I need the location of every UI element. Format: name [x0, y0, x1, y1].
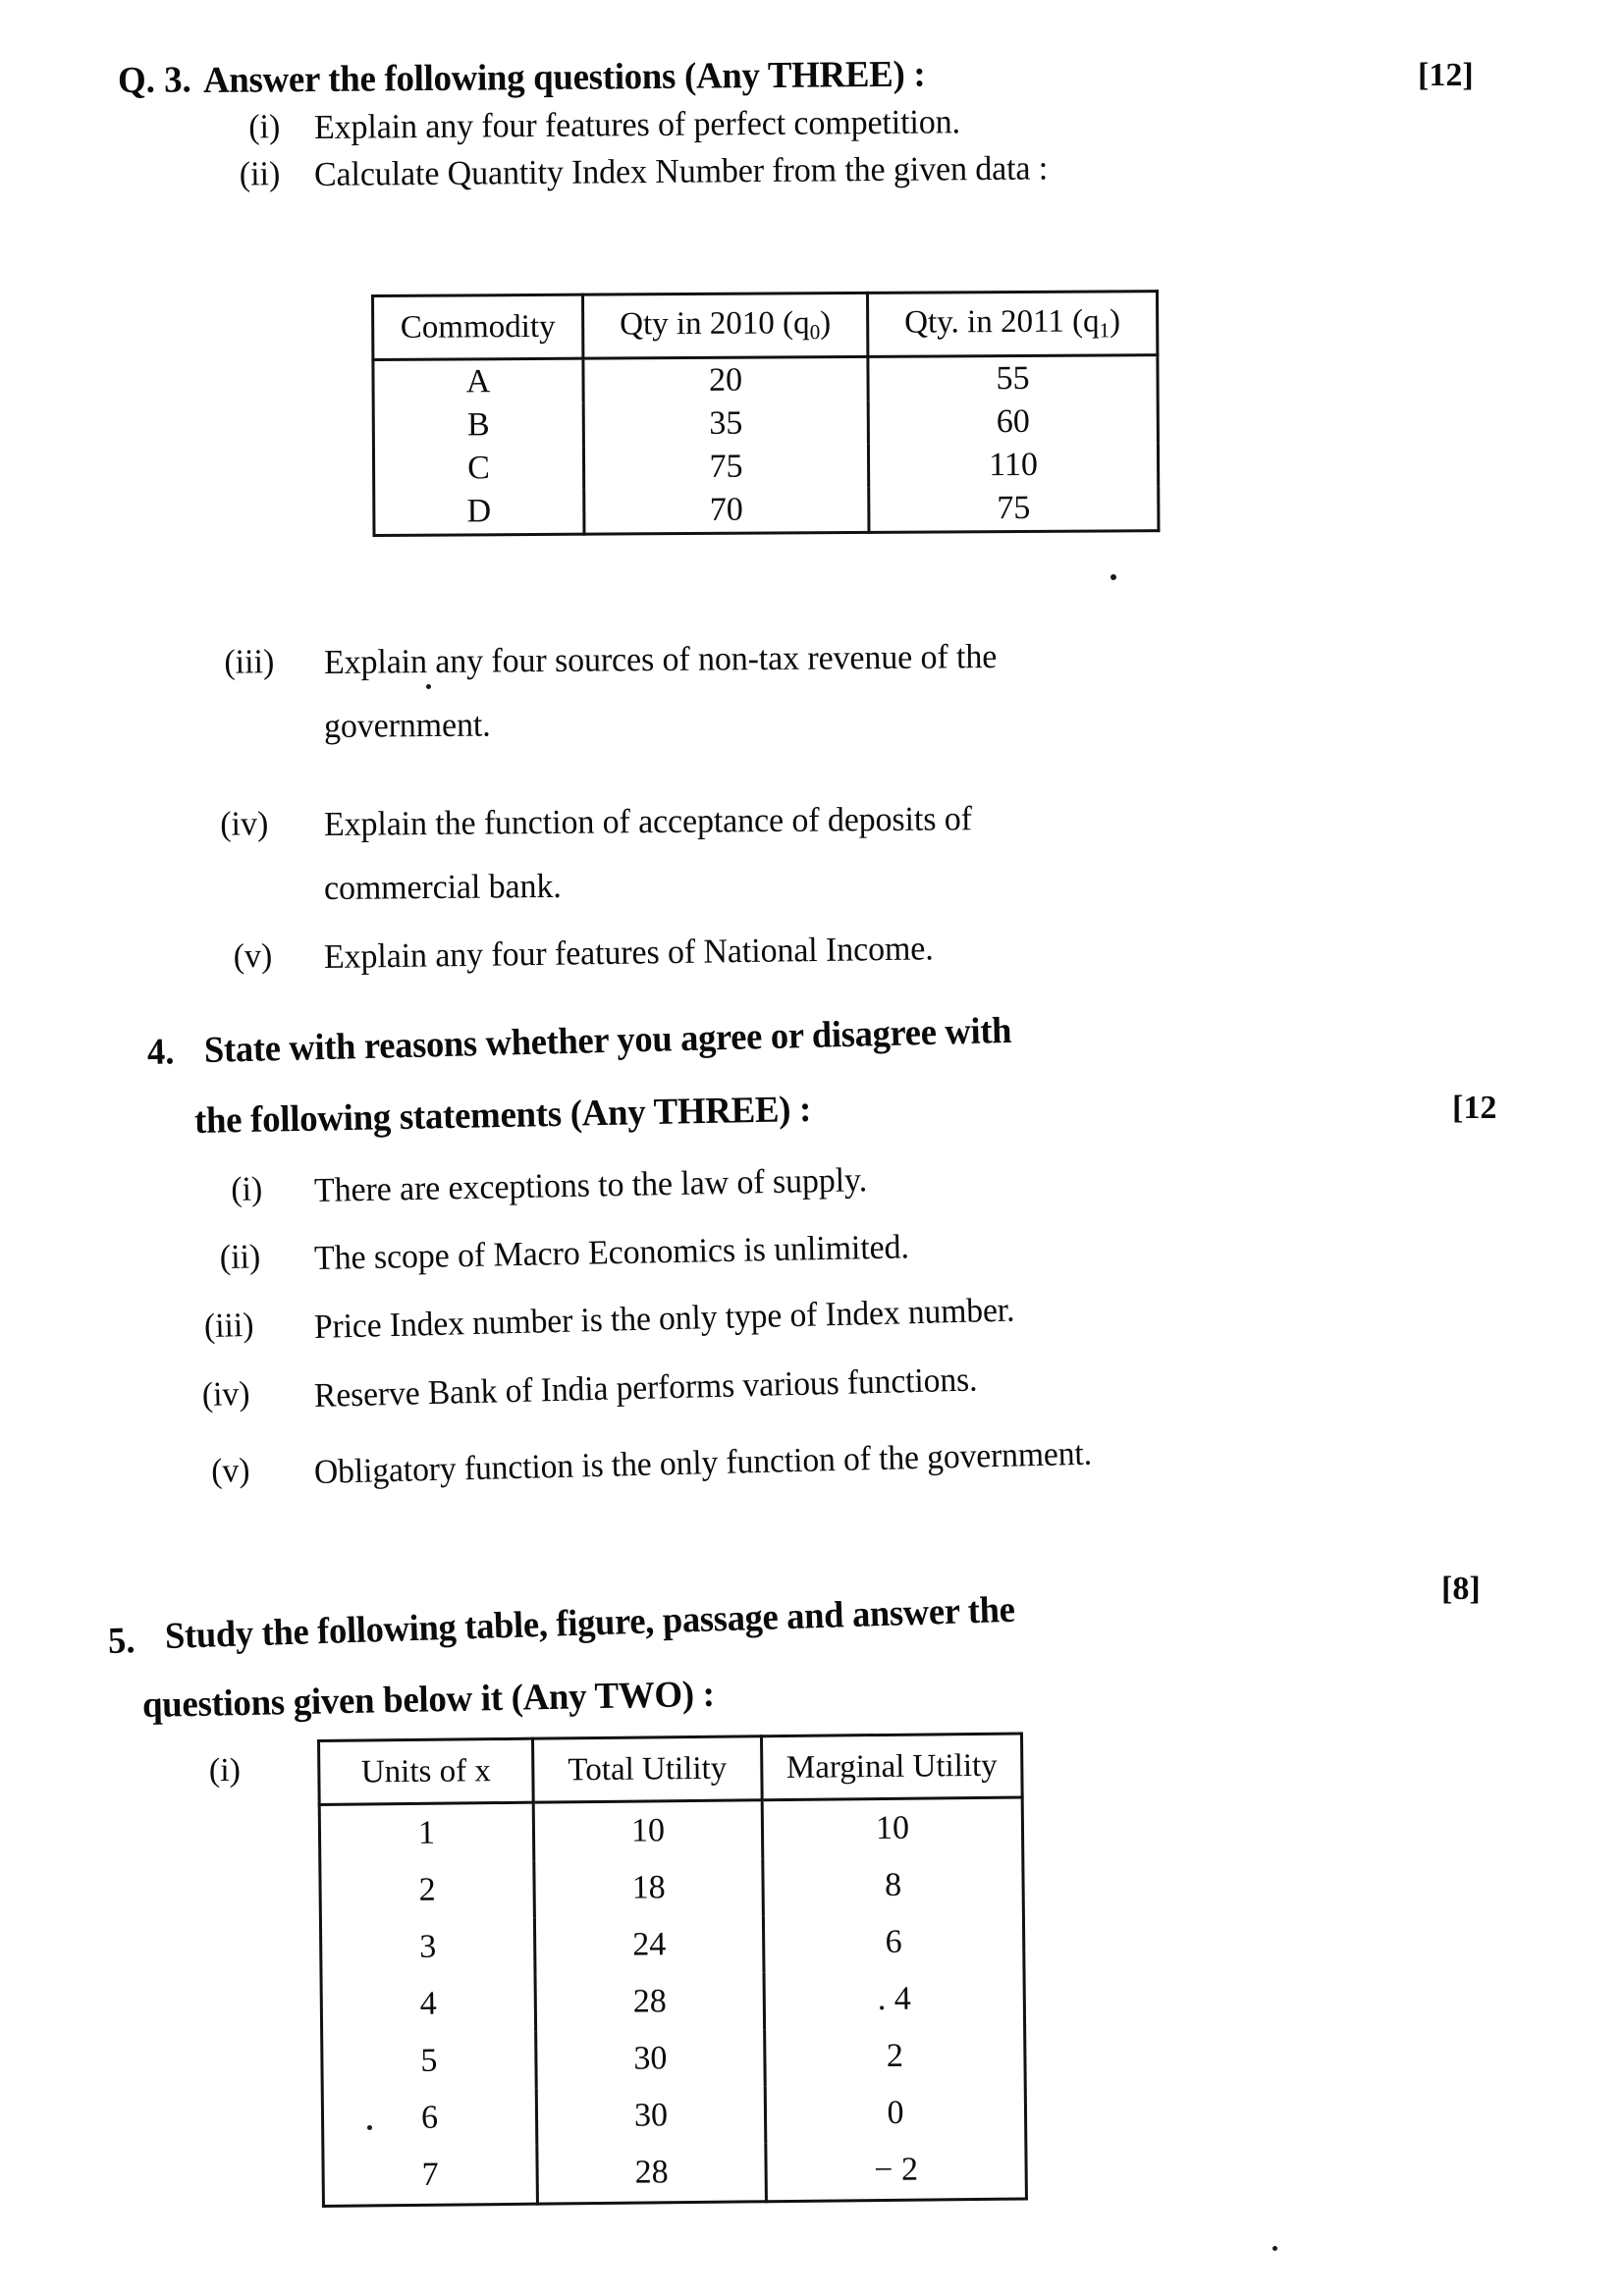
question-5-heading-line2: questions given below it (Any TWO) :: [141, 1673, 716, 1726]
cell-marginal-utility: − 2: [766, 2140, 1027, 2201]
ink-speck: [1110, 574, 1116, 580]
table-row: [323, 2140, 1027, 2206]
q3-item-ii-text: Calculate Quantity Index Number from the given data :: [313, 148, 1049, 193]
q3-item-i-text: Explain any four features of perfect competition.: [313, 102, 961, 146]
cell-units: 1: [319, 1802, 534, 1863]
cell-units: 7: [323, 2146, 538, 2207]
cell-total-utility: 18: [534, 1858, 764, 1917]
q4-item-iii-label: (iii): [203, 1305, 254, 1346]
utility-table: [317, 1732, 1028, 2208]
q4-item-i-text: There are exceptions to the law of supply.: [313, 1160, 868, 1209]
cell-commodity: C: [373, 447, 583, 491]
ink-speck: [1272, 2246, 1277, 2251]
q3-item-ii-label: (ii): [239, 154, 281, 193]
table-row: [373, 355, 1158, 404]
header-qty-2011-sub: 1: [1099, 318, 1110, 343]
header-qty-2010: [583, 293, 868, 358]
header-qty-2010-pre: Qty in 2010 (q: [620, 305, 810, 343]
cell-q1: 55: [868, 355, 1158, 401]
cell-q0: 35: [583, 401, 868, 447]
cell-commodity: A: [373, 358, 583, 404]
q4-item-i-label: (i): [230, 1169, 263, 1208]
table-row: [373, 400, 1158, 448]
table-row: [373, 443, 1158, 491]
q4-item-v-text: Obligatory function is the only function of the government.: [313, 1433, 1093, 1491]
cell-total-utility: 10: [533, 1800, 763, 1861]
cell-total-utility: 28: [537, 2143, 767, 2204]
cell-units: 2: [320, 1861, 535, 1920]
header-marginal-utility: Marginal Utility: [761, 1734, 1022, 1800]
cell-total-utility: 30: [536, 2086, 766, 2145]
cell-marginal-utility: 0: [765, 2083, 1026, 2143]
cell-q1: 60: [868, 400, 1158, 445]
header-commodity: Commodity: [373, 294, 583, 359]
cell-units: 3: [320, 1918, 535, 1977]
cell-q0: 75: [583, 445, 868, 490]
q3-item-iii-line2: government.: [323, 705, 491, 745]
q3-item-iv-line2: commercial bank.: [323, 866, 562, 907]
q3-item-iv-line1: Explain the function of acceptance of deposits of: [323, 799, 973, 843]
question-4-number: 4.: [146, 1031, 175, 1073]
question-3-number: Q. 3.: [117, 59, 191, 101]
cell-marginal-utility: 6: [763, 1912, 1024, 1972]
table-row: [319, 1797, 1023, 1863]
q4-item-iii-text: Price Index number is the only type of Index number.: [313, 1290, 1015, 1346]
ink-speck: [367, 2125, 372, 2130]
cell-marginal-utility: 8: [763, 1855, 1024, 1915]
cell-q0: 70: [584, 488, 869, 534]
header-qty-2010-post: ): [820, 305, 832, 342]
question-4-marks: [12: [1452, 1090, 1497, 1126]
header-qty-2011-pre: Qty. in 2011 (q: [904, 303, 1100, 341]
q3-item-v-label: (v): [233, 935, 273, 976]
table-row: [322, 2083, 1026, 2147]
header-qty-2010-sub: 0: [809, 320, 821, 345]
table-row: [321, 1969, 1025, 2033]
quantity-index-table: [371, 290, 1160, 537]
cell-q0: 20: [583, 356, 868, 402]
cell-units: 4: [321, 1975, 536, 2034]
cell-units: 6: [322, 2089, 537, 2148]
question-4-heading-line1: State with reasons whether you agree or disagree with: [203, 1009, 1012, 1071]
q4-item-iv-label: (iv): [201, 1373, 250, 1415]
cell-marginal-utility: . 4: [764, 1969, 1025, 2029]
question-5-heading-line1: Study the following table, figure, passage and answer the: [164, 1588, 1016, 1657]
question-3-heading: Answer the following questions (Any THREE) :: [202, 53, 926, 101]
table-row: [374, 486, 1159, 535]
cell-commodity: B: [373, 403, 583, 448]
cell-marginal-utility: 10: [762, 1797, 1023, 1858]
table-row: [320, 1912, 1024, 1976]
header-total-utility: Total Utility: [533, 1736, 763, 1802]
q4-item-ii-label: (ii): [219, 1237, 261, 1277]
question-5-marks: [8]: [1441, 1571, 1481, 1607]
question-3-marks: [12]: [1418, 57, 1474, 93]
table-row: [320, 1855, 1024, 1919]
cell-units: 5: [322, 2032, 537, 2091]
cell-total-utility: 28: [535, 1972, 765, 2031]
q5-item-i-label: (i): [208, 1752, 241, 1789]
cell-total-utility: 30: [536, 2029, 766, 2088]
q3-item-iii-line1: Explain any four sources of non-tax revenue of the: [323, 637, 998, 681]
q4-item-iv-text: Reserve Bank of India performs various functions.: [313, 1360, 978, 1415]
header-qty-2011-post: ): [1109, 303, 1121, 340]
q4-item-ii-text: The scope of Macro Economics is unlimited.: [313, 1227, 910, 1277]
table-row: [322, 2026, 1026, 2090]
cell-marginal-utility: 2: [765, 2026, 1026, 2086]
cell-q1: 75: [869, 486, 1159, 532]
ink-speck: [426, 684, 431, 689]
q3-item-iv-label: (iv): [220, 804, 269, 843]
table-header-row: [373, 292, 1158, 360]
q3-item-iii-label: (iii): [224, 642, 275, 681]
question-5-number: 5.: [107, 1620, 136, 1662]
table-header-row: [319, 1734, 1023, 1804]
cell-commodity: D: [374, 490, 584, 536]
header-units-of-x: Units of x: [319, 1738, 534, 1804]
q4-item-v-label: (v): [210, 1450, 250, 1490]
cell-total-utility: 24: [534, 1915, 764, 1974]
header-qty-2011: [867, 292, 1157, 357]
q3-item-v-text: Explain any four features of National Income.: [323, 929, 934, 976]
q3-item-i-label: (i): [248, 107, 281, 146]
cell-q1: 110: [868, 443, 1158, 488]
question-4-heading-line2: the following statements (Any THREE) :: [193, 1088, 812, 1142]
